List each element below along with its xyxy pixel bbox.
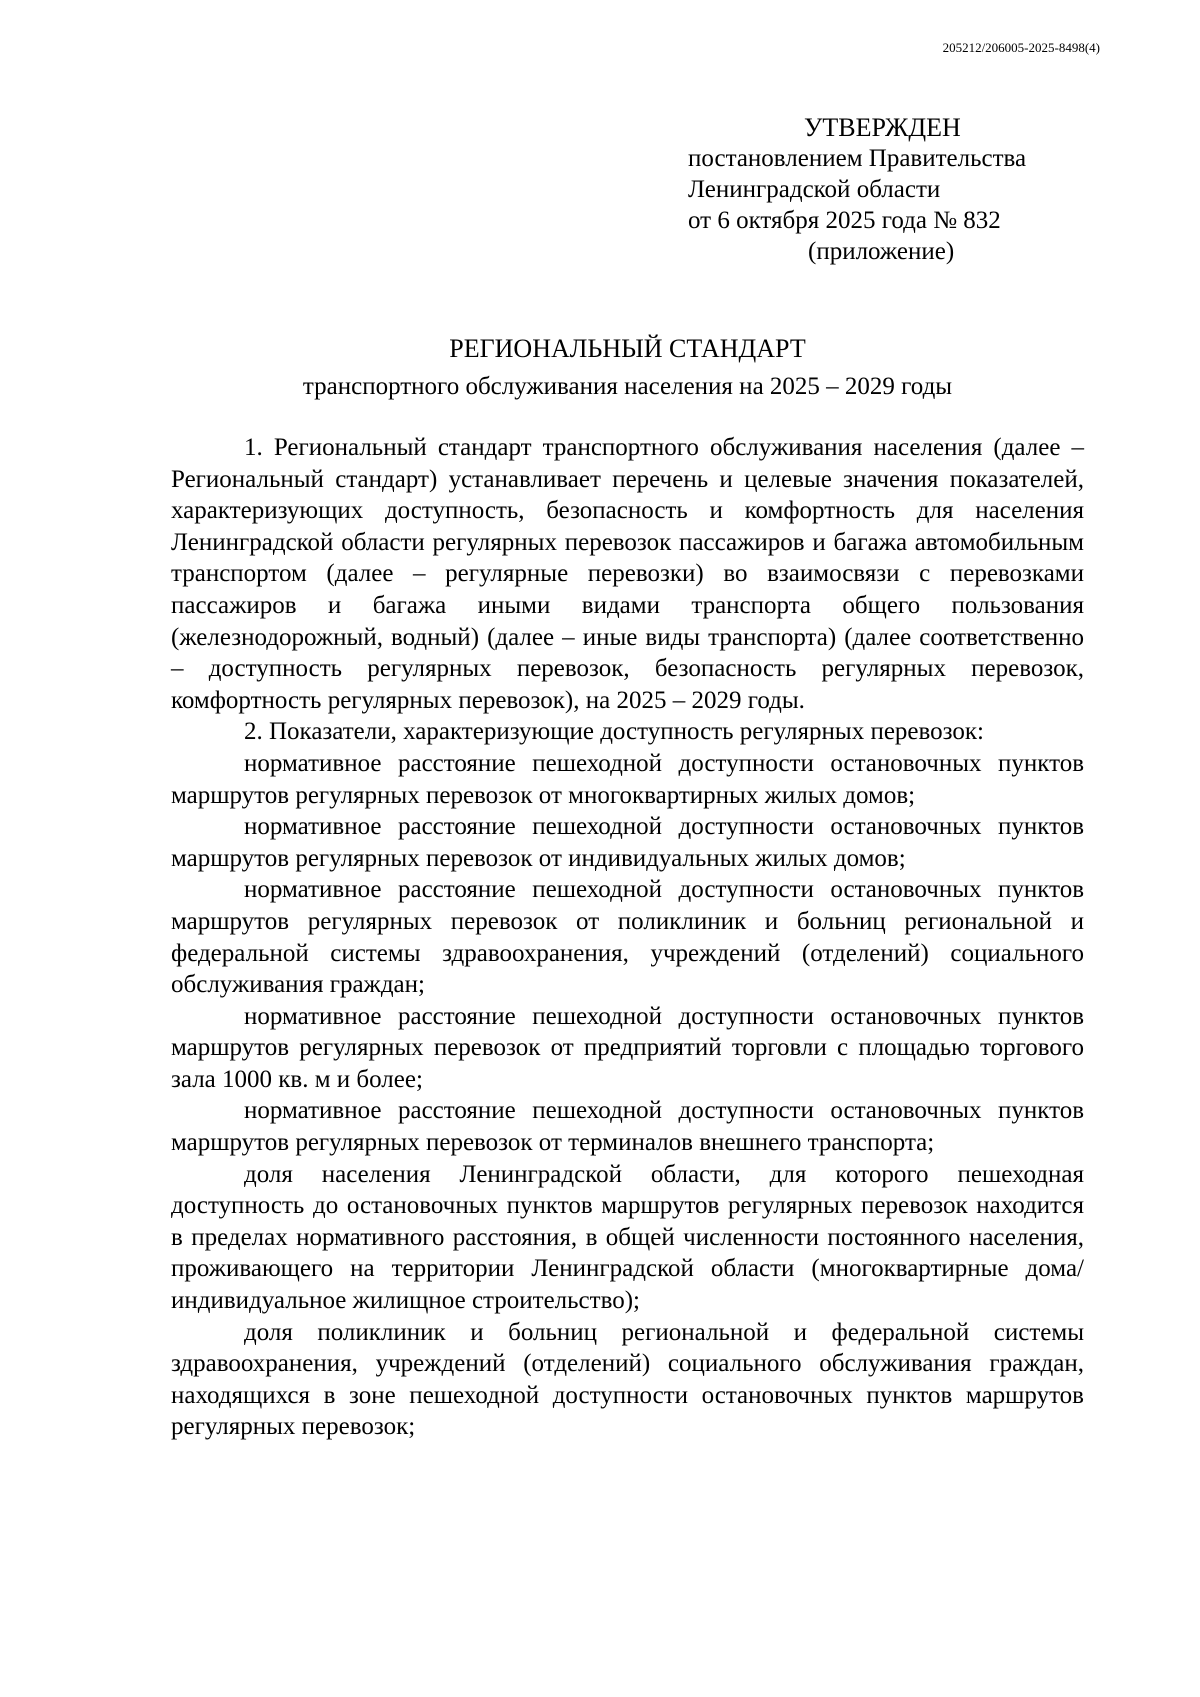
paragraph: нормативное расстояние пешеходной доступности остановочных пунктов маршрутов регулярных перевозок от терминалов внешнего транспорта;	[171, 1097, 1084, 1157]
appendix-label: (приложение)	[808, 238, 955, 265]
paragraph: нормативное расстояние пешеходной доступности остановочных пунктов маршрутов регулярных перевозок от поликлиник и больниц региональной и федеральной системы здравоохранения, учреждений (отделений) социального обслуживания граждан;	[171, 876, 1084, 999]
approved-heading: УТВЕРЖДЕН	[804, 113, 961, 142]
paragraph: нормативное расстояние пешеходной доступности остановочных пунктов маршрутов регулярных перевозок от индивидуальных жилых домов;	[171, 813, 1084, 872]
approval-block	[688, 112, 1026, 267]
paragraph: доля населения Ленинградской области, для которого пешеходная доступность до остановочных пунктов маршрутов регулярных перевозок находится в пределах нормативного расстояния, в общей численности постоянного населения, проживающего на территории Ленинградской области (многоквартирные дома/индивидуальное жилищное строительство);	[171, 1160, 1084, 1315]
document-title: РЕГИОНАЛЬНЫЙ СТАНДАРТ	[449, 334, 806, 363]
paragraph: 1. Региональный стандарт транспортного обслуживания населения (далее – Региональный стандарт) устанавливает перечень и целевые значения показателей, характеризующих доступность, безопасность и комфортность для населения Ленинградской области регулярных перевозок пассажиров и багажа автомобильным транспортом (далее – регулярные перевозки) во взаимосвязи с перевозками пассажиров и багажа иными видами транспорта общего пользования (железнодорожный, водный) (далее – иные виды транспорта) (далее соответственно – доступность регулярных перевозок, безопасность регулярных перевозок, комфортность регулярных перевозок), на 2025 – 2029 годы.	[171, 434, 1084, 714]
paragraph: 2. Показатели, характеризующие доступность регулярных перевозок:	[244, 718, 984, 746]
document-number: 205212/206005-2025-8498(4)	[942, 40, 1100, 55]
document-body	[171, 432, 1084, 1443]
approval-line-3: от 6 октября 2025 года № 832	[688, 207, 1001, 234]
approval-line-2: Ленинградской области	[688, 176, 941, 203]
paragraph: нормативное расстояние пешеходной доступности остановочных пунктов маршрутов регулярных перевозок от многоквартирных жилых домов;	[171, 749, 1084, 809]
paragraph: нормативное расстояние пешеходной доступности остановочных пунктов маршрутов регулярных перевозок от предприятий торговли с площадью торгового зала 1000 кв. м и более;	[171, 1002, 1084, 1093]
paragraph: доля поликлиник и больниц региональной и федеральной системы здравоохранения, учреждений (отделений) социального обслуживания граждан, находящихся в зоне пешеходной доступности остановочных пунктов маршрутов регулярных перевозок;	[171, 1318, 1084, 1441]
title-block	[170, 333, 1085, 402]
approval-line-1: постановлением Правительства	[688, 145, 1027, 172]
document-subtitle: транспортного обслуживания населения на 2025 – 2029 годы	[302, 373, 953, 400]
